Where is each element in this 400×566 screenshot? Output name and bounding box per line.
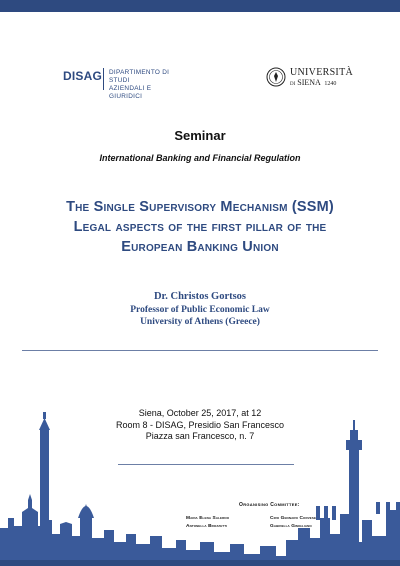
university-word: UNIVERSITÀ xyxy=(290,67,353,78)
disag-logo xyxy=(63,66,183,100)
course-name: International Banking and Financial Regulation xyxy=(99,153,301,163)
title-line-3: European Banking Union xyxy=(121,239,279,255)
committee-member: Ciro Gennaro Corvese xyxy=(270,516,317,521)
department-name xyxy=(109,69,183,101)
event-room: Room 8 - DISAG, Presidio San Francesco xyxy=(115,419,285,430)
department-line-2: AZIENDALI E GIURIDICI xyxy=(109,85,152,100)
committee-member: Antonella Brozzetti xyxy=(186,524,228,529)
committee-member: Maria Elena Salerno xyxy=(186,516,230,521)
committee-member: Gabriella Gimigliano xyxy=(270,524,312,529)
speaker-affiliation: University of Athens (Greece) xyxy=(140,317,260,327)
university-city-line xyxy=(290,78,353,90)
event-divider-line xyxy=(118,464,294,465)
university-logo xyxy=(266,66,353,92)
top-color-bar xyxy=(0,0,400,12)
speaker-block xyxy=(0,290,400,328)
speaker-role: Professor of Public Economic Law xyxy=(130,305,270,315)
university-di: DI xyxy=(290,82,296,87)
event-details xyxy=(0,408,400,443)
seminar-title xyxy=(0,197,400,257)
seminar-label: Seminar xyxy=(174,128,226,143)
event-date-time: Siena, October 25, 2017, at 12 xyxy=(138,408,262,418)
logo-separator xyxy=(103,68,104,90)
department-line-1: DIPARTIMENTO DI STUDI xyxy=(109,69,170,84)
title-line-2: Legal aspects of the first pillar of the xyxy=(73,219,327,235)
disag-wordmark: DISAG xyxy=(63,69,103,83)
university-seal-icon xyxy=(266,67,286,87)
event-address: Piazza san Francesco, n. 7 xyxy=(145,431,255,441)
speaker-name: Dr. Christos Gortsos xyxy=(153,291,247,302)
title-line-1: The Single Supervisory Mechanism (SSM) xyxy=(66,199,334,215)
university-city: SIENA xyxy=(297,78,321,87)
committee-heading: Organising Committee: xyxy=(239,502,300,508)
university-name xyxy=(290,67,353,90)
divider-line xyxy=(22,350,378,351)
university-year: 1240 xyxy=(324,81,337,87)
